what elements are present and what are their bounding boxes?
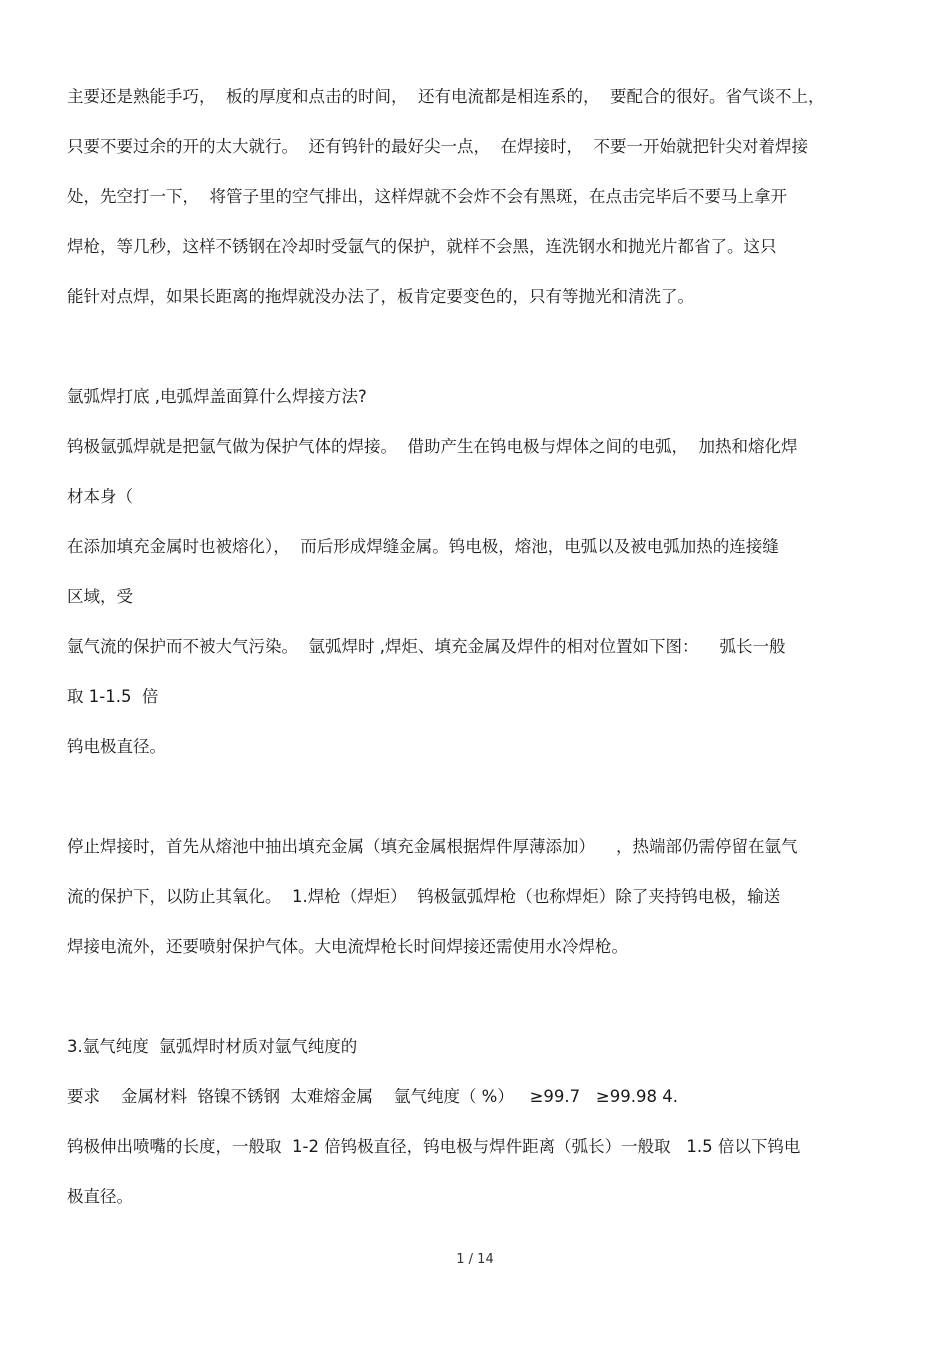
text-line: 流的保护下，以防止其氧化。 1.焊枪（焊炬） 钨极氩弧焊枪（也称焊炬）除了夹持钨电极，输送 bbox=[67, 887, 781, 906]
section-heading: 氩弧焊打底 ,电弧焊盖面算什么焊接方法? bbox=[67, 387, 367, 406]
text-line: 焊枪，等几秒，这样不锈钢在冷却时受氩气的保护，就样不会黑，连洗钢水和抛光片都省了。这只 bbox=[67, 237, 777, 256]
text-line: 3.氩气纯度 氩弧焊时材质对氩气纯度的 bbox=[67, 1037, 358, 1056]
text-line: 处，先空打一下， 将管子里的空气排出，这样焊就不会炸不会有黑斑，在点击完毕后不要马上拿开 bbox=[67, 187, 787, 206]
text-line: 停止焊接时，首先从熔池中抽出填充金属（填充金属根据焊件厚薄添加） ，热端部仍需停留在氩气 bbox=[67, 837, 798, 856]
text-line: 钨极伸出喷嘴的长度，一般取 1-2 倍钨极直径，钨电极与焊件距离（弧长）一般取 1.5 倍以下钨电 bbox=[67, 1137, 801, 1156]
text-line: 主要还是熟能手巧， 板的厚度和点击的时间， 还有电流都是相连系的， 要配合的很好。省气谈不上， bbox=[67, 87, 825, 106]
text-line: 钨极氩弧焊就是把氩气做为保护气体的焊接。 借助产生在钨电极与焊体之间的电弧， 加热和熔化焊 bbox=[67, 437, 798, 456]
text-line: 只要不要过余的开的太大就行。 还有钨针的最好尖一点， 在焊接时， 不要一开始就把针尖对着焊接 bbox=[67, 137, 808, 156]
text-line: 材本身（ bbox=[67, 487, 133, 506]
text-line: 区域，受 bbox=[67, 587, 133, 606]
text-line: 极直径。 bbox=[67, 1187, 133, 1206]
text-line: 能针对点焊，如果长距离的拖焊就没办法了，板肯定要变色的，只有等抛光和清洗了。 bbox=[67, 287, 694, 306]
text-line: 在添加填充金属时也被熔化）， 而后形成焊缝金属。钨电极，熔池，电弧以及被电弧加热的连接缝 bbox=[67, 537, 779, 556]
text-line: 要求 金属材料 铬镍不锈钢 太难熔金属 氩气纯度（ %） ≥99.7 ≥99.98 4. bbox=[67, 1087, 678, 1106]
text-line: 取 1-1.5 倍 bbox=[67, 687, 159, 706]
text-line: 焊接电流外，还要喷射保护气体。大电流焊枪长时间焊接还需使用水冷焊枪。 bbox=[67, 937, 628, 956]
text-line: 氩气流的保护而不被大气污染。 氩弧焊时 ,焊炬、填充金属及焊件的相对位置如下图： 弧长一般 bbox=[67, 637, 786, 656]
text-line: 钨电极直径。 bbox=[67, 737, 166, 756]
page-number: 1 / 14 bbox=[456, 1252, 494, 1267]
